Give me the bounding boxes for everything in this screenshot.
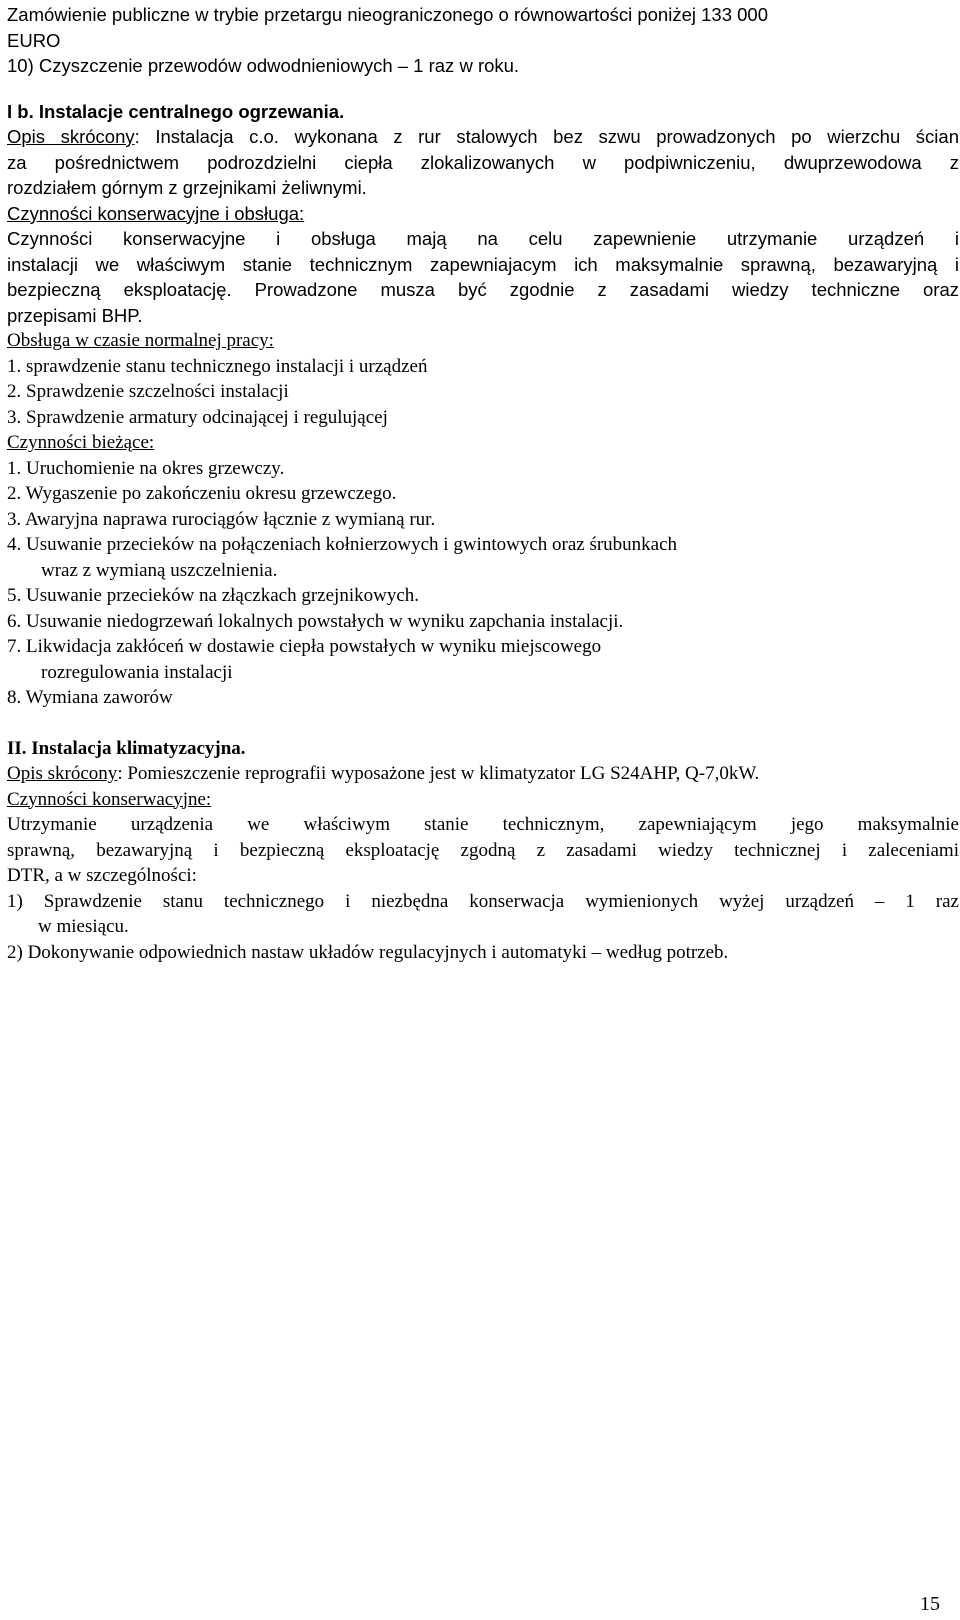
biezace-item: 6. Usuwanie niedogrzewań lokalnych powstałych w wyniku zapchania instalacji. [7, 610, 624, 632]
section-ib-heading: I b. Instalacje centralnego ogrzewania. [7, 100, 345, 122]
section-ii-text-line3: DTR, a w szczególności: [7, 865, 197, 886]
obsluga-label: Obsługa w czasie normalnej pracy: [7, 330, 274, 351]
section-ii-text-line2: sprawną, bezawaryjną i bezpieczną eksploatację zgodną z zasadami wiedzy technicznej i zaleceniami [7, 839, 959, 861]
konserwacja-line2: instalacji we właściwym stanie technicznym zapewniajacym ich maksymalnie sprawną, bezawaryjną i [7, 253, 959, 275]
konserwacja-line1: Czynności konserwacyjne i obsługa mają na celu zapewnienie utrzymanie urządzeń i [7, 228, 959, 249]
biezace-item: 5. Usuwanie przecieków na złączkach grzejnikowych. [7, 585, 420, 606]
spacer [7, 711, 959, 736]
biezace-item: 8. Wymiana zaworów [7, 687, 173, 708]
section-ii-item1-line2: w miesiącu. [38, 916, 129, 937]
section-ib-opis-line1 [7, 124, 959, 150]
biezace-item-continuation: wraz z wymianą uszczelnienia. [41, 559, 278, 581]
section-ii-opis [7, 761, 959, 787]
section-ib-opis-line3: rozdziałem górnym z grzejnikami żeliwnymi. [7, 177, 367, 198]
spacer [7, 79, 959, 99]
opis-text: : Pomieszczenie reprografii wyposażone jest w klimatyzator LG S24AHP, Q-7,0kW. [117, 763, 760, 784]
section-ii-item2: 2) Dokonywanie odpowiednich nastaw układów regulacyjnych i automatyki – według potrzeb. [7, 941, 729, 963]
opis-label: Opis skrócony [7, 126, 135, 147]
biezace-item: 3. Awaryjna naprawa rurociągów łącznie z wymianą rur. [7, 508, 436, 530]
biezace-item: 7. Likwidacja zakłóceń w dostawie ciepła powstałych w wyniku miejscowego [7, 636, 602, 657]
biezace-item: 2. Wygaszenie po zakończeniu okresu grzewczego. [7, 483, 397, 504]
biezace-label: Czynności bieżące: [7, 432, 155, 453]
konserwacja-line4: przepisami BHP. [7, 304, 143, 326]
section-ii-heading: II. Instalacja klimatyzacyjna. [7, 737, 246, 759]
opis-text: : Instalacja c.o. wykonana z rur stalowych bez szwu prowadzonych po wierzchu ścian [134, 126, 959, 147]
obsluga-item: 1. sprawdzenie stanu technicznego instalacji i urządzeń [7, 355, 428, 377]
konserwacja-label: Czynności konserwacyjne i obsługa: [7, 202, 305, 224]
obsluga-item: 2. Sprawdzenie szczelności instalacji [7, 381, 289, 402]
opis-label: Opis skrócony [7, 763, 118, 784]
cleaning-item-10: 10) Czyszczenie przewodów odwodnieniowych – 1 raz w roku. [7, 55, 520, 76]
biezace-item: 4. Usuwanie przecieków na połączeniach kołnierzowych i gwintowych oraz śrubunkach [7, 534, 678, 555]
biezace-item-continuation: rozregulowania instalacji [41, 661, 233, 683]
obsluga-item: 3. Sprawdzenie armatury odcinającej i regulującej [7, 406, 388, 428]
biezace-item: 1. Uruchomienie na okres grzewczy. [7, 457, 285, 479]
section-ii-text-line1: Utrzymanie urządzenia we właściwym stanie technicznym, zapewniającym jego maksymalnie [7, 814, 959, 835]
section-ii-konserwacja-label: Czynności konserwacyjne: [7, 788, 212, 810]
konserwacja-line3: bezpieczną eksploatację. Prowadzone musza być zgodnie z zasadami wiedzy techniczne oraz [7, 279, 959, 300]
page-number: 15 [920, 1593, 940, 1615]
section-ii-item1-line1: 1) Sprawdzenie stanu technicznego i niezbędna konserwacja wymienionych wyżej urządzeń – 1 raz [7, 890, 959, 912]
document-page [7, 0, 959, 965]
document-title-line1: Zamówienie publiczne w trybie przetargu nieograniczonego o równowartości poniżej 133 000 [7, 4, 768, 25]
document-title-line2: EURO [7, 29, 61, 51]
section-ib-opis-line2: za pośrednictwem podrozdzielni ciepła zlokalizowanych w podpiwniczeniu, dwuprzewodowa z [7, 151, 959, 173]
